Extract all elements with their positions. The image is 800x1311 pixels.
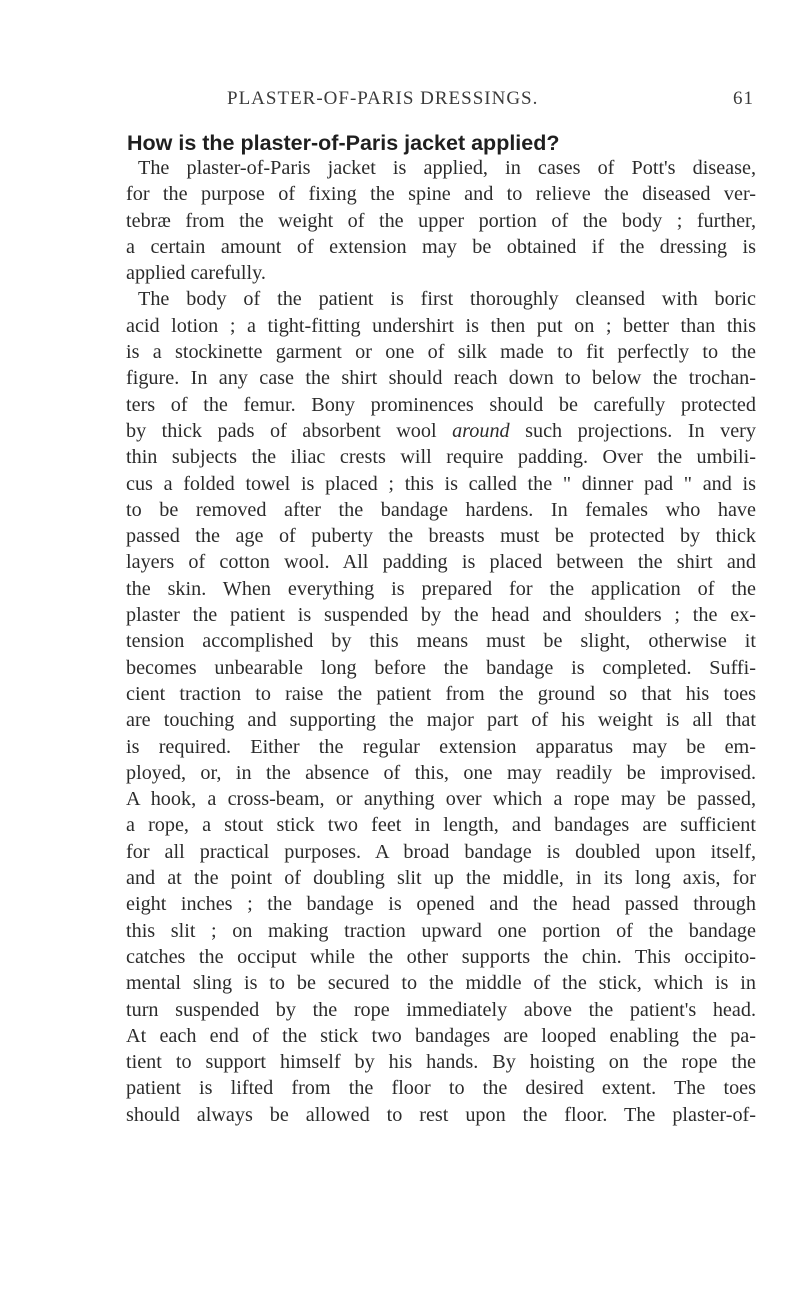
text-line: is required. Either the regular extension apparatus may be em- <box>126 735 756 758</box>
text-line: passed the age of puberty the breasts must be protected by thick <box>126 525 756 548</box>
text-line: patient is lifted from the floor to the desired extent. The toes <box>126 1077 756 1100</box>
running-title: PLASTER-OF-PARIS DRESSINGS. <box>227 88 539 109</box>
text-line: plaster the patient is suspended by the head and shoulders ; the ex- <box>126 604 756 627</box>
body-text <box>126 155 756 1259</box>
text-line: tient to support himself by his hands. By hoisting on the rope the <box>126 1051 756 1074</box>
text-line-with-italic <box>126 418 756 444</box>
text-line: At each end of the stick two bandages are looped enabling the pa- <box>126 1024 756 1047</box>
text-line: the skin. When everything is prepared for the application of the <box>126 577 756 600</box>
text-line: eight inches ; the bandage is opened and the head passed through <box>126 893 756 916</box>
text-line: is a stockinette garment or one of silk made to fit perfectly to the <box>126 341 756 364</box>
text-line <box>126 1207 756 1233</box>
text-line: for all practical purposes. A broad bandage is doubled upon itself, <box>126 840 756 863</box>
text-line: mental sling is to be secured to the middle of the stick, which is in <box>126 972 756 995</box>
text-line: The plaster-of-Paris jacket is applied, in cases of Pott's disease, <box>138 157 756 179</box>
text-line: The body of the patient is first thoroughly cleansed with boric <box>138 288 756 311</box>
text-line: ters of the femur. Bony prominences should be carefully protected <box>126 393 756 416</box>
italic-word: around <box>452 419 510 442</box>
text-line: this slit ; on making traction upward one portion of the bandage <box>126 919 756 942</box>
text-line: turn suspended by the rope immediately above the patient's head. <box>126 998 756 1021</box>
text-line: layers of cotton wool. All padding is placed between the shirt and <box>126 551 756 574</box>
text-line <box>126 1154 756 1180</box>
text-line: applied carefully. <box>126 262 266 285</box>
running-head <box>227 88 754 114</box>
text-line: ployed, or, in the absence of this, one may readily be improvised. <box>126 761 756 784</box>
text-line: are touching and supporting the major part of his weight is all that <box>126 709 756 732</box>
text-line: a rope, a stout stick two feet in length, and bandages are sufficient <box>126 814 756 837</box>
text-line: cus a folded towel is placed ; this is called the " dinner pad " and is <box>126 472 756 495</box>
text-segment: by thick pads of absorbent wool <box>126 419 453 442</box>
text-line <box>126 1128 756 1154</box>
text-line: cient traction to raise the patient from the ground so that his toes <box>126 682 756 705</box>
text-segment: such projections. In very <box>509 419 756 442</box>
text-line: becomes unbearable long before the bandage is completed. Suffi- <box>126 656 756 679</box>
text-line: figure. In any case the shirt should reach down to below the trochan- <box>126 367 756 390</box>
text-line: A hook, a cross-beam, or anything over which a rope may be passed, <box>126 788 756 811</box>
text-line: thin subjects the iliac crests will require padding. Over the umbili- <box>126 446 756 469</box>
text-line: catches the occiput while the other supports the chin. This occipito- <box>126 945 756 968</box>
text-line: and at the point of doubling slit up the middle, in its long axis, for <box>126 867 756 890</box>
text-line: acid lotion ; a tight-fitting undershirt is then put on ; better than this <box>126 314 756 337</box>
text-line <box>126 1233 756 1259</box>
text-line: to be removed after the bandage hardens. In females who have <box>126 498 756 521</box>
text-line: tebræ from the weight of the upper portion of the body ; further, <box>126 209 756 232</box>
text-line: a certain amount of extension may be obtained if the dressing is <box>126 235 756 258</box>
text-line: should always be allowed to rest upon the floor. The plaster-of- <box>126 1103 756 1126</box>
text-line <box>126 1181 756 1207</box>
page-number: 61 <box>733 88 754 109</box>
text-line: for the purpose of fixing the spine and to relieve the diseased ver- <box>126 183 756 206</box>
section-heading: How is the plaster-of-Paris jacket applied? <box>127 131 560 155</box>
text-line: tension accomplished by this means must be slight, otherwise it <box>126 630 756 653</box>
